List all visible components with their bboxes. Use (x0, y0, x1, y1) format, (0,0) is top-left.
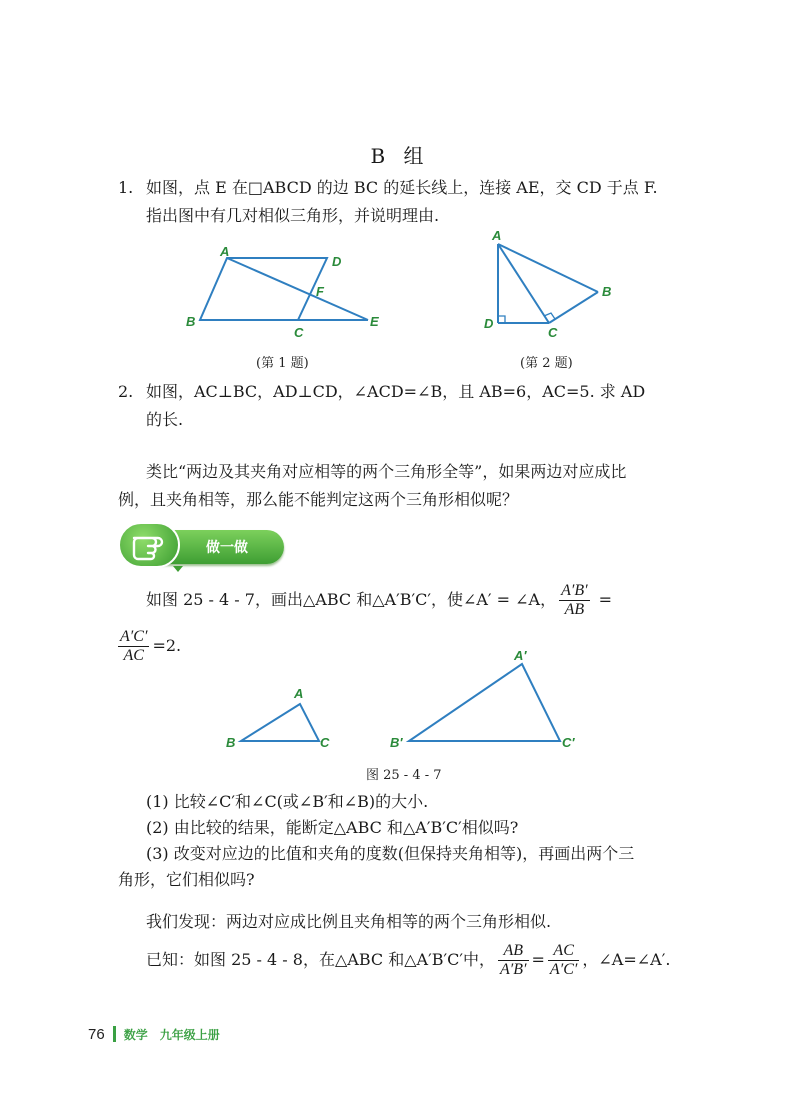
finding-statement: 我们发现：两边对应成比例且夹角相等的两个三角形相似. (146, 912, 552, 931)
fig1-label-e: E (370, 314, 379, 329)
footer-subject: 数学 (123, 1027, 148, 1042)
pointing-hand-icon (118, 522, 180, 568)
given-line (146, 938, 670, 982)
figure-25-4-7 (220, 646, 600, 758)
fig1-label-f: F (316, 284, 324, 299)
activity-line2 (118, 624, 181, 668)
fig3-label-a: A (294, 686, 304, 701)
parallelogram-abcd (200, 258, 327, 320)
fig3-label-b: B (226, 735, 236, 750)
fig3-label-c-prime: C′ (562, 735, 575, 750)
equals-sign: = (531, 950, 545, 969)
triangle-a1b1c1 (409, 664, 560, 741)
fig3-label-c: C (320, 735, 330, 750)
fig3-label-a-prime: A′ (514, 648, 527, 663)
page-footer (88, 1024, 220, 1044)
problem-2-line1: 如图，AC⊥BC，AD⊥CD，∠ACD=∠B，且 AB=6，AC=5. 求 AD (146, 382, 646, 401)
activity-line1 (146, 578, 612, 622)
section-title: B 组 (370, 144, 430, 168)
analogy-line2: 例，且夹角相等，那么能不能判定这两个三角形相似呢？ (118, 490, 519, 509)
badge-pointer (173, 566, 183, 572)
right-angle-mark-d (498, 316, 505, 323)
equals-sign: = (598, 590, 613, 609)
problem-2-line2: 的长. (146, 410, 184, 429)
figure-2-caption: (第 2 题) (520, 356, 573, 371)
fraction-ac-over-a1c1 (548, 942, 579, 979)
problem-1-line2: 指出图中有几对相似三角形，并说明理由. (146, 206, 440, 225)
analogy-line1: 类比“两边及其夹角对应相等的两个三角形全等”，如果两边对应成比 (146, 462, 627, 481)
figure-1-caption: (第 1 题) (256, 356, 309, 371)
fig2-label-d: D (484, 316, 494, 331)
problem-1-number: 1. (118, 178, 134, 197)
given-text-b: ，∠A=∠A′. (582, 950, 671, 969)
fraction-denominator: AB (564, 600, 585, 618)
footer-divider (113, 1026, 116, 1042)
triangle-abc (241, 704, 319, 741)
fraction-ab-over-a1b1 (498, 942, 529, 979)
activity-text-b: =2. (152, 636, 182, 655)
fraction-denominator: A′B′ (499, 960, 527, 978)
question-3-line1: (3) 改变对应边的比值和夹角的度数(但保持夹角相等)，再画出两个三 (146, 844, 635, 863)
question-2: (2) 由比较的结果，能断定△ABC 和△A′B′C′相似吗? (146, 818, 519, 837)
fig1-label-d: D (332, 254, 342, 269)
activity-badge-label: 做一做 (206, 540, 248, 556)
question-3-line2: 角形，它们相似吗? (118, 870, 255, 889)
figure-1-parallelogram (170, 240, 400, 345)
fraction-a1c1-over-ac (118, 628, 149, 665)
fig1-label-c: C (294, 325, 304, 340)
fraction-denominator: AC (123, 646, 144, 664)
activity-badge (118, 522, 284, 572)
given-text-a: 已知：如图 25 - 4 - 8，在△ABC 和△A′B′C′中， (146, 950, 495, 969)
fraction-numerator: A′B′ (561, 581, 588, 599)
problem-2-number: 2. (118, 382, 134, 401)
page-number: 76 (88, 1025, 105, 1043)
question-1: (1) 比较∠C′和∠C(或∠B′和∠B)的大小. (146, 792, 429, 811)
fraction-numerator: A′C′ (120, 627, 148, 645)
fraction-a1b1-over-ab (559, 582, 590, 619)
fraction-numerator: AC (548, 942, 579, 961)
fig1-label-a: A (220, 244, 230, 259)
fig1-label-b: B (186, 314, 196, 329)
fig2-label-b: B (602, 284, 612, 299)
segment-cb (549, 292, 598, 323)
fraction-denominator: A′C′ (549, 960, 578, 978)
fig3-label-b-prime: B′ (390, 735, 403, 750)
activity-text-a: 如图 25 - 4 - 7，画出△ABC 和△A′B′C′，使∠A′ = ∠A， (146, 590, 557, 609)
fig2-label-a: A (492, 228, 502, 243)
fraction-numerator: AB (498, 942, 529, 961)
fig2-label-c: C (548, 325, 558, 340)
segment-ae (227, 258, 368, 320)
figure-2-triangles (470, 226, 630, 346)
footer-grade: 九年级上册 (159, 1027, 220, 1042)
figure-3-caption: 图 25 - 4 - 7 (366, 768, 442, 783)
problem-1-line1: 如图，点 E 在□ABCD 的边 BC 的延长线上，连接 AE，交 CD 于点 F. (146, 178, 658, 197)
